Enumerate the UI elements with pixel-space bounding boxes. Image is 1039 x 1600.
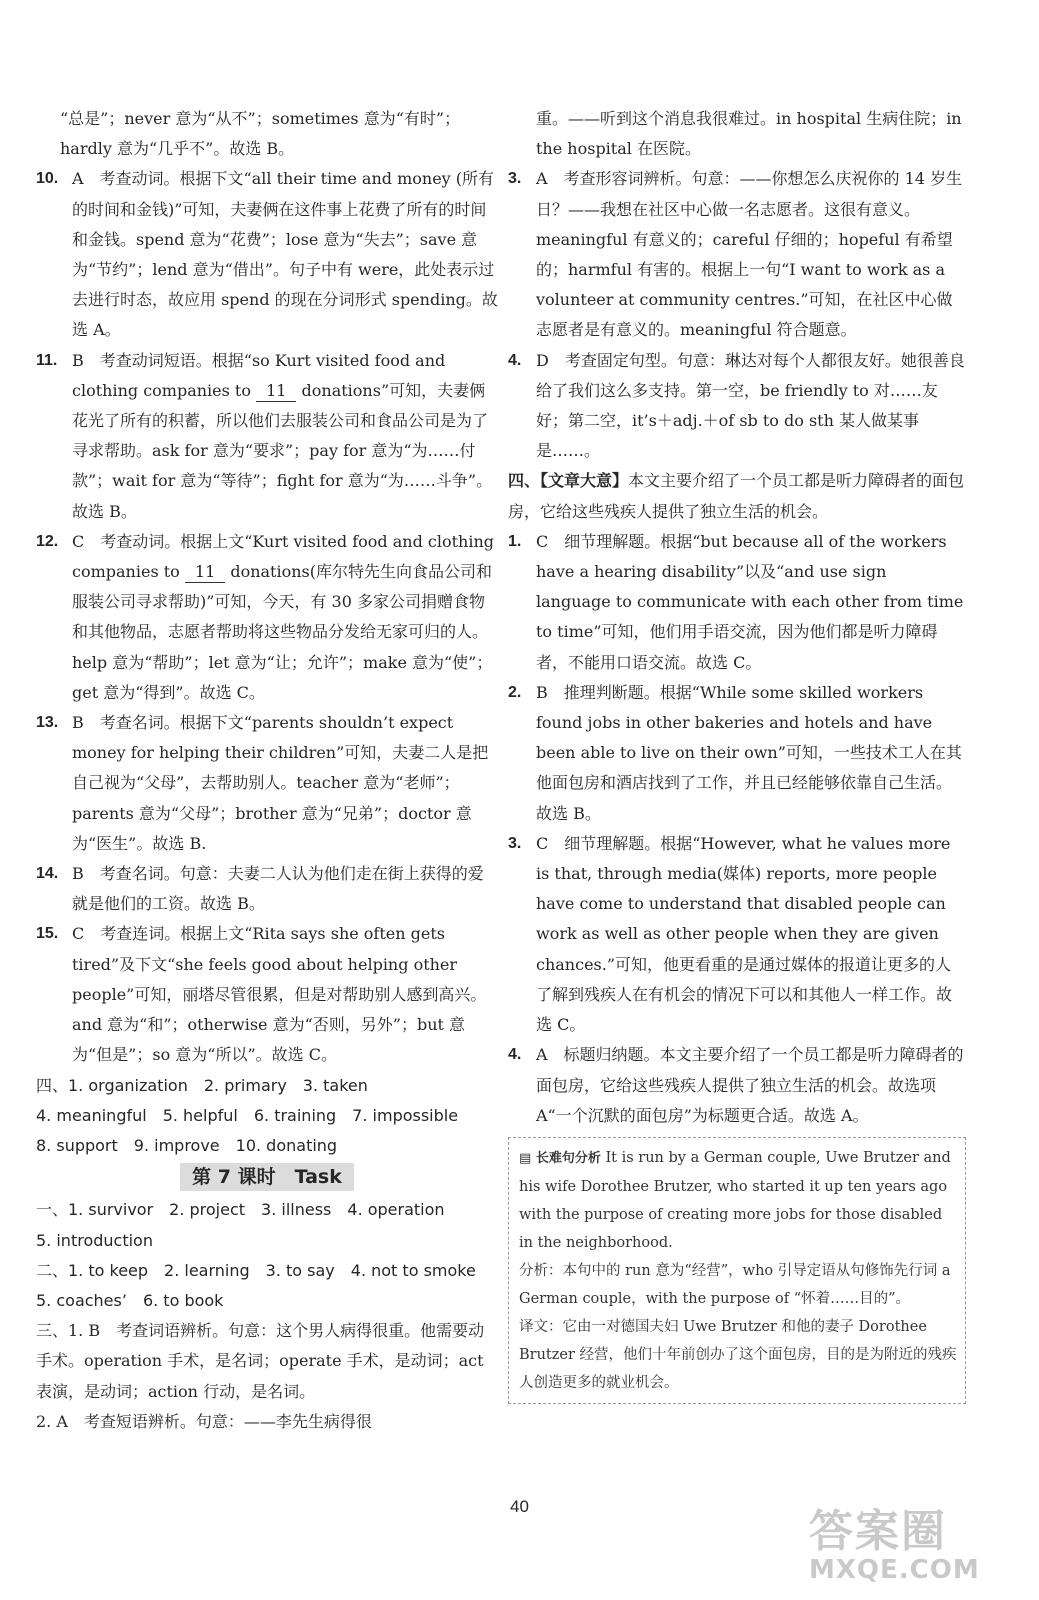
answer-text: 2. A 考查短语辨析。句意：——李先生病得很 (36, 1411, 372, 1431)
watermark-url: MXQE.COM (809, 1555, 980, 1585)
right-column (508, 104, 966, 1404)
answer-13 (36, 708, 498, 859)
summary-heading: 四、【文章大意】 (508, 471, 629, 491)
answer-text: C 细节理解题。根据“but because all of the workers have a hearing disability”以及“and use sign language to communicate with each other from time to time”可知，他们用手语交流，因为他们都是听力障碍者，不能用口语交流。故选 C。 (536, 531, 964, 672)
answer-text: C 考查连词。根据上文“Rita says she often gets tired”及下文“she feels good about helping other people”可知，丽塔尽管很累，但是对帮助别人感到高兴。and 意为“和”；otherwise 意为“否则，另外”；but 意为“但是”；so 意为“所以”。故选 C。 (72, 924, 487, 1065)
answer-number: 1. (508, 532, 522, 550)
reading-answer-4 (508, 1040, 966, 1131)
answer-number: 11. (36, 351, 58, 369)
answer-number: 10. (36, 170, 59, 188)
answer-line: 二、1. to keep 2. learning 3. to say 4. not to smoke (36, 1260, 476, 1280)
reading-answer-2 (508, 678, 966, 829)
answer-11 (36, 346, 498, 527)
section-4-summary (508, 466, 966, 526)
answer-line: 8. support 9. improve 10. donating (36, 1135, 338, 1155)
answer-number: 4. (508, 1046, 522, 1064)
section-1-answers (36, 1195, 498, 1255)
answer-line: 一、1. survivor 2. project 3. illness 4. operation (36, 1200, 445, 1220)
answer-14 (36, 859, 498, 919)
answer-text: 重。——听到这个消息我很难过。in hospital 生病住院；in the hospital 在医院。 (536, 109, 962, 159)
answer-line: 4. meaningful 5. helpful 6. training 7. impossible (36, 1105, 459, 1125)
blank-number: 11 (185, 562, 225, 583)
analysis-tag-label: 长难句分析 (535, 1150, 601, 1166)
answer-text: donations”可知，夫妻俩花光了所有的积蓄，所以他们去服装公司和食品公司是为了寻求帮助。ask for 意为“要求”；pay for 意为“为……付款”；wait for 意为“等待”；fight for 意为“为……斗争”。故选 B。 (72, 380, 493, 521)
analysis-explanation: 分析：本句中的 run 意为“经营”，who 引导定语从句修饰先行词 a German couple，with the purpose of “怀着……目的”。 (519, 1262, 951, 1307)
answer-number: 4. (508, 351, 522, 369)
section-2-answers (36, 1256, 498, 1316)
sentence-analysis-box (508, 1137, 966, 1404)
answer-number: 15. (36, 925, 59, 943)
page-number: 40 (510, 1497, 529, 1516)
answer-15 (36, 919, 498, 1070)
answer-10 (36, 164, 498, 345)
answer-4 (508, 346, 966, 467)
answer-text: “总是”；never 意为“从不”；sometimes 意为“有时”；hardly 意为“几乎不”。故选 B。 (60, 109, 461, 159)
answer-9-continued (36, 104, 498, 164)
answer-3 (508, 164, 966, 345)
reading-answer-1 (508, 527, 966, 678)
left-column (36, 104, 498, 1437)
answer-text: D 考查固定句型。句意：琳达对每个人都很友好。她很善良给了我们这么多支持。第一空，be friendly to 对……友好；第二空，it’s＋adj.＋of sb to do sth 某人做某事是……。 (536, 350, 965, 461)
answer-text: C 细节理解题。根据“However, what he values more is that, through media(媒体) reports, more people have come to understand that disabled people can work as well as other people when they are given chances.”可知，他更看重的是通过媒体的报道让更多的人了解到残疾人在有机会的情况下可以和其他人一样工作。故选 C。 (536, 833, 953, 1035)
answer-12 (36, 527, 498, 708)
analysis-tag: ▤ 长难句分析 (519, 1150, 601, 1166)
answer-number: 12. (36, 532, 59, 550)
answer-line: 5. coaches’ 6. to book (36, 1290, 224, 1310)
section-3-answer-1 (36, 1316, 498, 1407)
section-4-answers (36, 1071, 498, 1162)
answer-number: 3. (508, 170, 522, 188)
answer-line: 四、1. organization 2. primary 3. taken (36, 1075, 368, 1095)
analysis-sentence-text: It is run by a German couple, Uwe Brutzer and his wife Dorothee Brutzer, who started it up ten years ago with the purpose of creating more jobs for those disabled in the neighborhood. (519, 1149, 951, 1251)
analysis-sentence (519, 1144, 957, 1257)
answer-text: B 考查动词短语。根据“so Kurt visited food and clothing companies to (72, 350, 446, 400)
answer-text: 三、1. B 考查词语辨析。句意：这个男人病得很重。他需要动手术。operation 手术，是名词；operate 手术，是动词；act 表演，是动词；action 行动，是名词。 (36, 1321, 485, 1401)
blank-number: 11 (256, 381, 296, 402)
answer-text: A 标题归纳题。本文主要介绍了一个员工都是听力障碍者的面包房，它给这些残疾人提供了独立生活的机会。故选项 A“一个沉默的面包房”为标题更合适。故选 A。 (536, 1045, 964, 1125)
answer-number: 13. (36, 714, 59, 732)
watermark (809, 1508, 1019, 1588)
lesson-title: 第 7 课时 Task (180, 1163, 354, 1191)
answer-text: B 考查名词。根据下文“parents shouldn’t expect money for helping their children”可知，夫妻二人是把自己视为“父母”，去帮助别人。teacher 意为“老师”；parents 意为“父母”；brother 意为“兄弟”；doctor 意为“医生”。故选 B. (72, 713, 489, 853)
answer-text: donations(库尔特先生向食品公司和服装公司寻求帮助)”可知，今天，有 30 多家公司捐赠食物和其他物品，志愿者帮助将这些物品分发给无家可归的人。help 意为“帮助”；let 意为“让；允许”；make 意为“使”；get 意为“得到”。故选 C。 (72, 562, 493, 702)
answer-number: 3. (508, 834, 522, 852)
answer-text: B 推理判断题。根据“While some skilled workers found jobs in other bakeries and hotels and have been able to live on their own”可知，一些技术工人在其他面包房和酒店找到了工作，并且已经能够依靠自己生活。故选 B。 (536, 682, 962, 823)
section-3-answer-2 (36, 1407, 498, 1437)
summary-text: 本文主要介绍了一个员工都是听力障碍者的面包房，它给这些残疾人提供了独立生活的机会。 (508, 471, 965, 521)
answer-text: B 考查名词。句意：夫妻二人认为他们走在街上获得的爱就是他们的工资。故选 B。 (72, 864, 484, 914)
answer-text: C 考查动词。根据上文“Kurt visited food and clothing companies to (72, 531, 495, 582)
answer-text: A 考查形容词辨析。句意：——你想怎么庆祝你的 14 岁生日？——我想在社区中心做一名志愿者。这很有意义。meaningful 有意义的；careful 仔细的；hopeful 有希望的；harmful 有害的。根据上一句“I want to work as a volunteer at community centres.”可知，在社区中心做志愿者是有意义的。meaningful 符合题意。 (536, 169, 963, 340)
analysis-translation: 译文：它由一对德国夫妇 Uwe Brutzer 和他的妻子 Dorothee Brutzer 经营，他们十年前创办了这个面包房，目的是为附近的残疾人创造更多的就业机会。 (519, 1318, 957, 1391)
answer-text: A 考查动词。根据下文“all their time and money (所有的时间和金钱)”可知，夫妻俩在这件事上花费了所有的时间和金钱。spend 意为“花费”；lose 意为“失去”；save 意为“节约”；lend 意为“借出”。句子中有 were，此处表示过去进行时态，故应用 spend 的现在分词形式 spending。故选 A。 (72, 169, 498, 340)
reading-answer-3 (508, 829, 966, 1040)
answer-number: 2. (508, 683, 522, 701)
answer-2-continued (508, 104, 966, 164)
answer-line: 5. introduction (36, 1230, 153, 1250)
answer-number: 14. (36, 865, 59, 883)
lesson-title-row (36, 1163, 498, 1193)
watermark-logo: 答案圈 (809, 1506, 947, 1557)
